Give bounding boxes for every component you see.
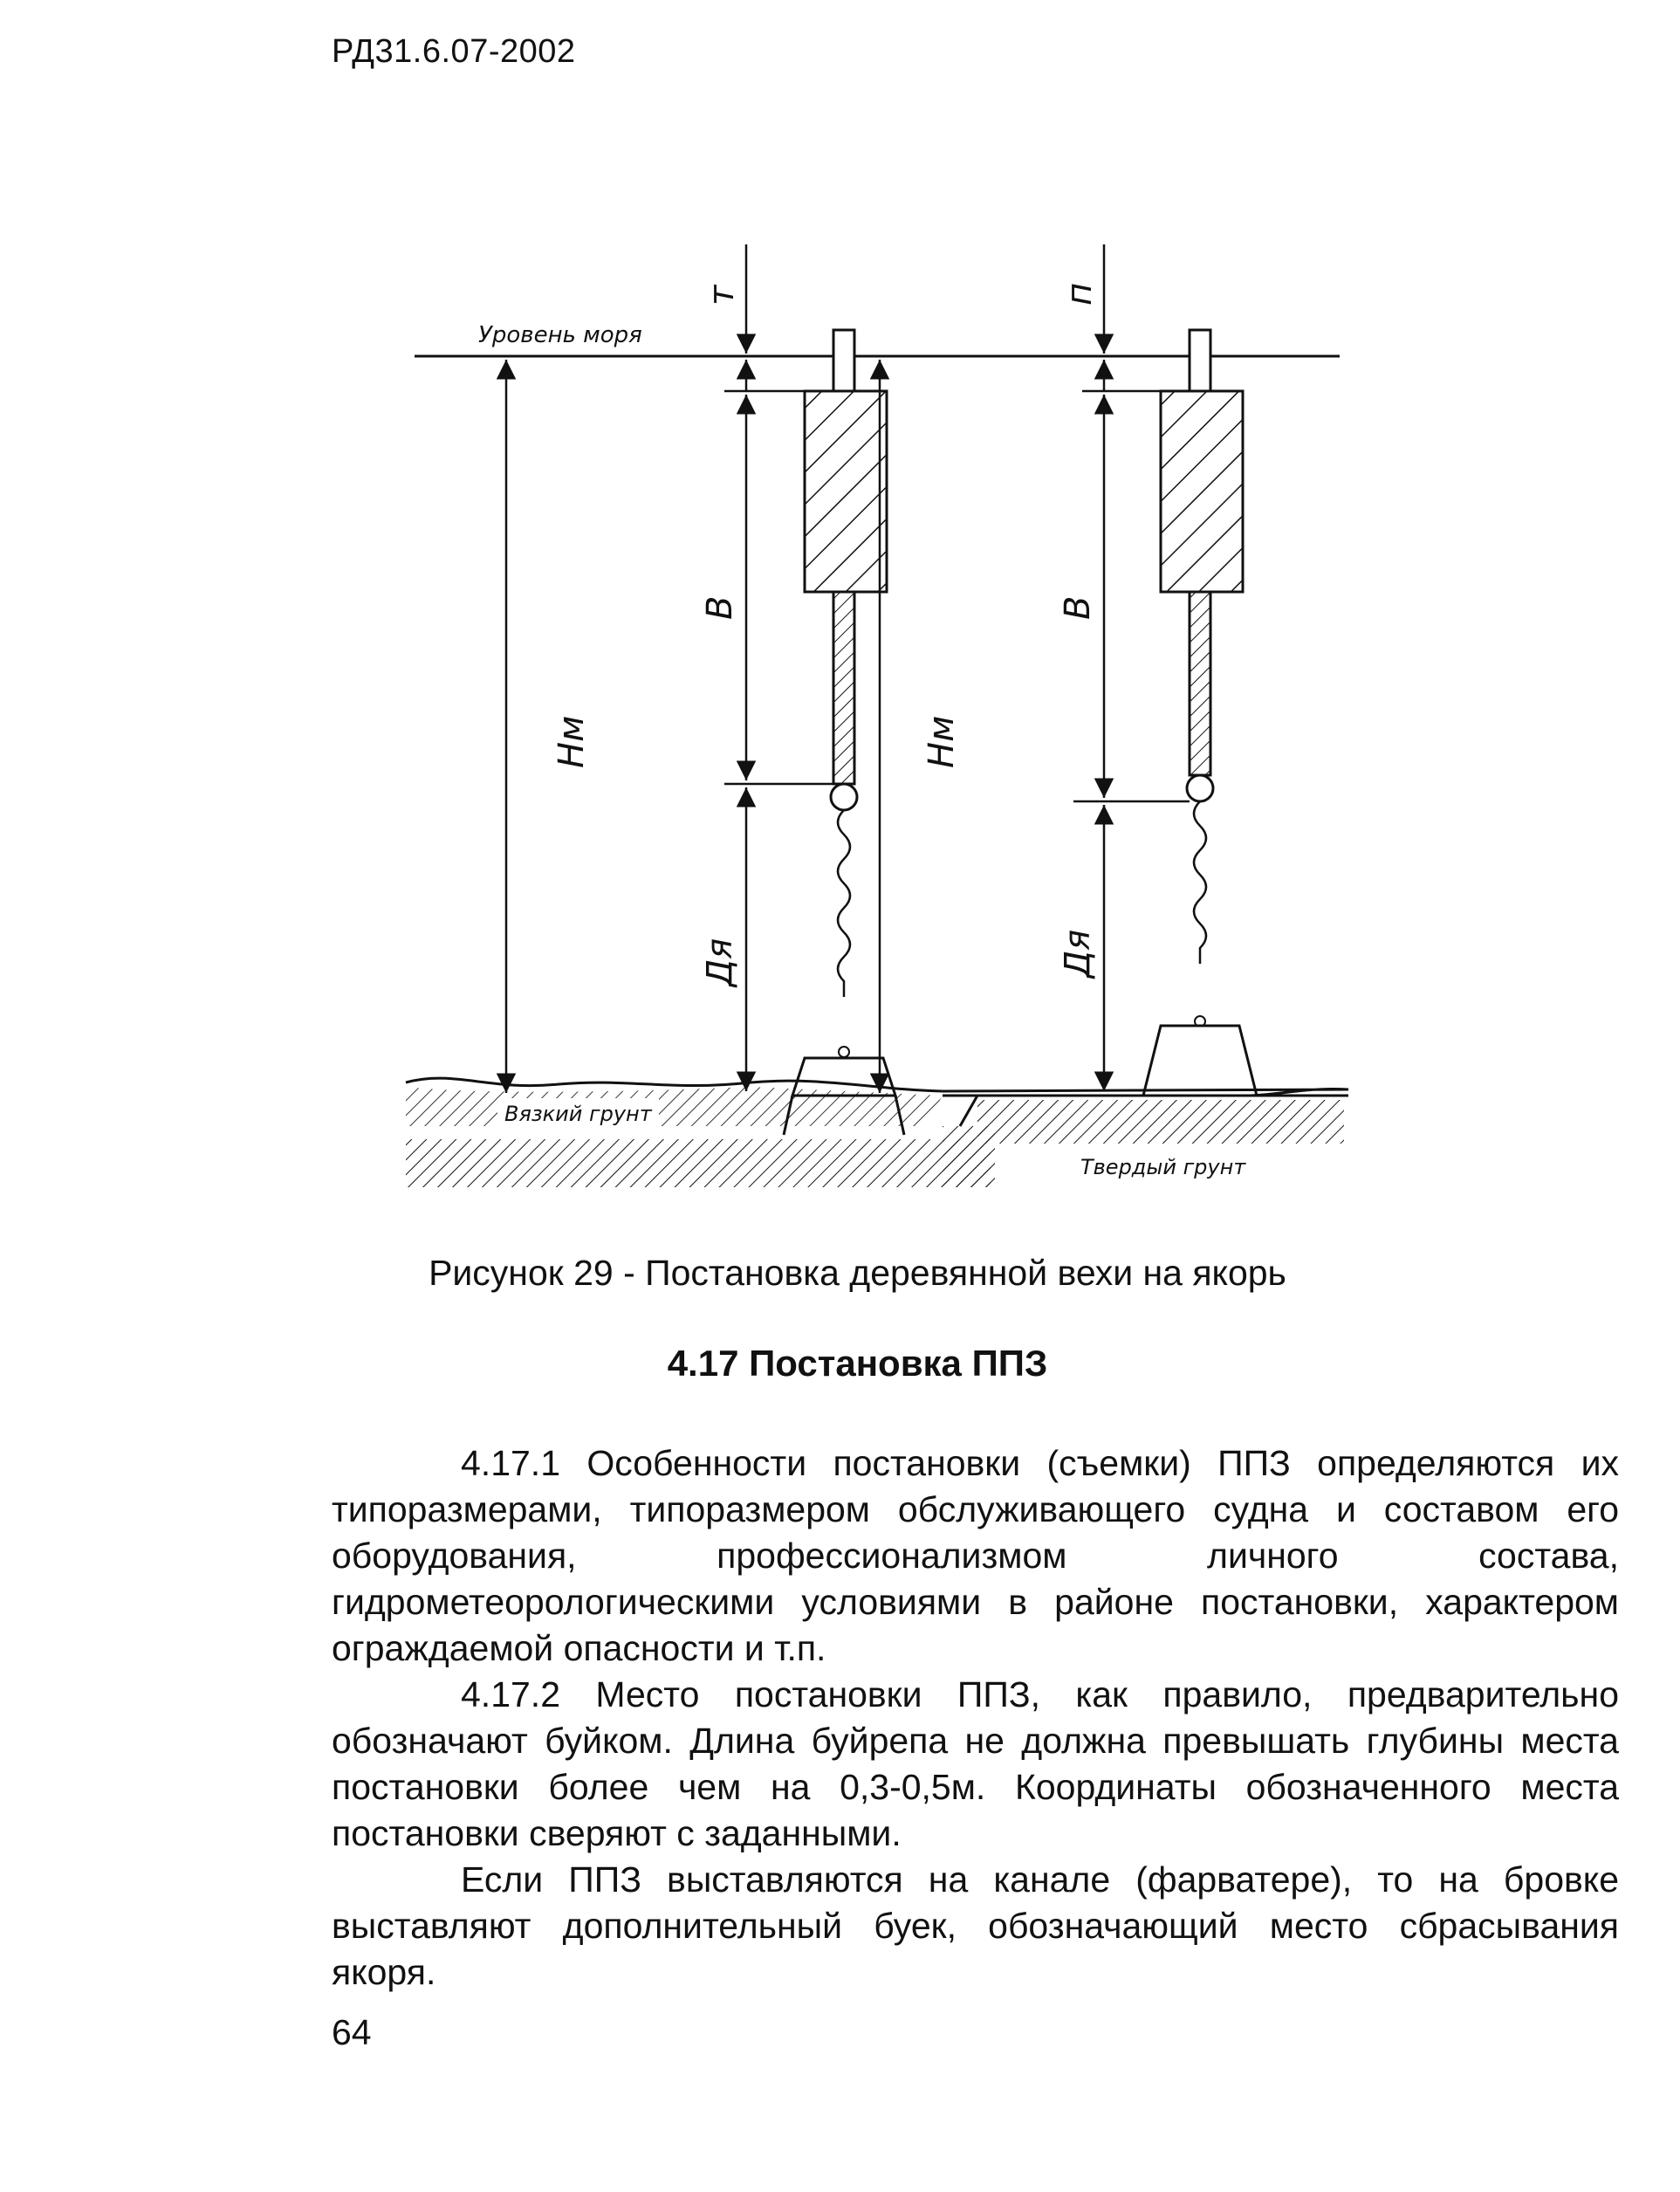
depth-label-left: Нм [552,715,592,768]
right-pole [1190,592,1210,775]
right-spar [1143,330,1257,1096]
soft-ground-label: Вязкий грунт [504,1102,652,1126]
page-number: 64 [332,2012,372,2052]
left-chain [838,810,850,997]
left-ring [831,784,857,810]
depth-label-right: Нм [922,715,962,768]
figure-caption: Рисунок 29 - Постановка деревянной вехи на якорь [429,1253,1286,1293]
spar-anchor-diagram [384,218,1379,1205]
section-body [332,1440,1619,1996]
left-float-block [805,391,887,592]
top-label-right: п [1059,282,1100,306]
sea-level-label: Уровень моря [478,322,642,348]
figure-29 [384,218,1379,1205]
spar-length-label-left: В [700,595,740,620]
right-ring [1187,775,1213,801]
document-code: РД31.6.07-2002 [332,33,576,70]
anchor-length-label-right: Дя [1058,929,1098,978]
anchor-length-label-left: Дя [700,938,740,986]
right-float-block [1161,391,1243,592]
hard-ground-label: Твердый грунт [1080,1155,1246,1179]
right-anchor [1143,1026,1257,1096]
left-pole [833,592,854,784]
spar-length-label-right: В [1058,595,1098,620]
left-spar [784,330,904,1135]
top-label-left: т [702,285,742,306]
right-chain [1194,801,1206,964]
section-heading: 4.17 Постановка ППЗ [667,1343,1048,1384]
paragraph-4-17-1: 4.17.1 Особенности постановки (съемки) ППЗ определяются их типоразмерами, типоразмером обслуживающего судна и составом его оборудования, профессионализмом личного состава, гидрометеорологическими условиями в районе постановки, характером ограждаемой опасности и т.п. [332,1443,1619,1668]
paragraph-4-17-2: 4.17.2 Место постановки ППЗ, как правило, предварительно обозначают буйком. Длина буйрепа не должна превышать глубины места постановки более чем на 0,3-0,5м. Координаты обозначенного места постановки сверяют с заданными. [332,1674,1619,1853]
paragraph-channel: Если ППЗ выставляются на канале (фарватере), то на бровке выставляют дополнительный буек, обозначающий место сбрасывания якоря. [332,1859,1619,1992]
